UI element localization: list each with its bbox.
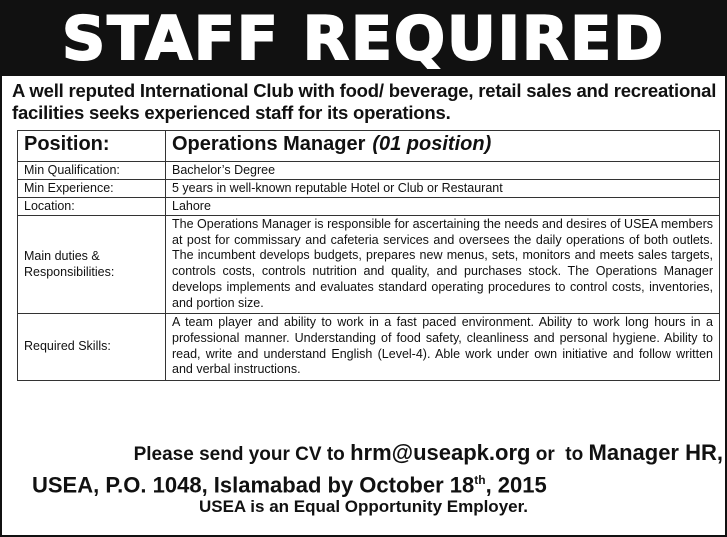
duties-label-line2: Responsibilities: bbox=[24, 264, 115, 279]
to-text: to bbox=[565, 444, 584, 465]
send-prefix: Please send your CV to bbox=[133, 444, 345, 465]
position-count: (01 position) bbox=[372, 133, 492, 156]
or-text: or bbox=[535, 444, 555, 465]
year: , 2015 bbox=[485, 472, 547, 498]
qualification-value: Bachelor’s Degree bbox=[166, 162, 720, 180]
duties-row bbox=[18, 216, 720, 314]
experience-value: 5 years in well-known reputable Hotel or Club or Restaurant bbox=[166, 180, 720, 198]
job-details-table bbox=[17, 130, 720, 381]
qualification-row bbox=[18, 162, 720, 180]
equal-opportunity-statement: USEA is an Equal Opportunity Employer. bbox=[198, 497, 529, 516]
location-label: Location: bbox=[18, 198, 166, 216]
location-value: Lahore bbox=[166, 198, 720, 216]
intro-paragraph: A well reputed International Club with food/ beverage, retail sales and recreational facilities seeks experienced staff for its operations. bbox=[12, 80, 717, 123]
skills-row bbox=[18, 314, 720, 381]
address: USEA, P.O. 1048, Islamabad by October 18 bbox=[32, 472, 475, 498]
duties-label-line1: Main duties & bbox=[24, 248, 100, 263]
duties-value: The Operations Manager is responsible for ascertaining the needs and desires of USEA members at post for commissary and cafeteria services and oversees the daily operations of both outlets. The incumbent develops budgets, prepares new menus, sets, monitors and meets sales targets, controls costs, controls nutrition and quality, and purchases stock. The Operations Manager develops implements and evaluates standard operating procedures to control costs, inventories, and portion size. bbox=[166, 216, 720, 314]
position-label: Position: bbox=[24, 133, 110, 156]
address-line bbox=[0, 466, 727, 496]
experience-label: Min Experience: bbox=[18, 180, 166, 198]
header-banner bbox=[2, 2, 725, 76]
position-title: Operations Manager bbox=[172, 133, 366, 156]
ad-title: STAFF REQUIRED bbox=[61, 4, 665, 74]
location-row bbox=[18, 198, 720, 216]
send-cv-line bbox=[0, 440, 727, 466]
recipient: Manager HR, bbox=[588, 440, 723, 465]
skills-label: Required Skills: bbox=[18, 314, 166, 381]
contact-email[interactable]: hrm@useapk.org bbox=[350, 440, 531, 465]
date-suffix: th bbox=[474, 473, 486, 487]
qualification-label: Min Qualification: bbox=[18, 162, 166, 180]
footer bbox=[0, 440, 727, 518]
position-row bbox=[18, 131, 720, 162]
experience-row bbox=[18, 180, 720, 198]
duties-label bbox=[18, 216, 166, 314]
skills-value: A team player and ability to work in a fast paced environment. Ability to work long hours in a professional manner. Understanding of food safety, cleanliness and personal hygiene. Ability to read, write and understand English (Level-4). Able work under own initiative and follow written and verbal instructions. bbox=[166, 314, 720, 381]
